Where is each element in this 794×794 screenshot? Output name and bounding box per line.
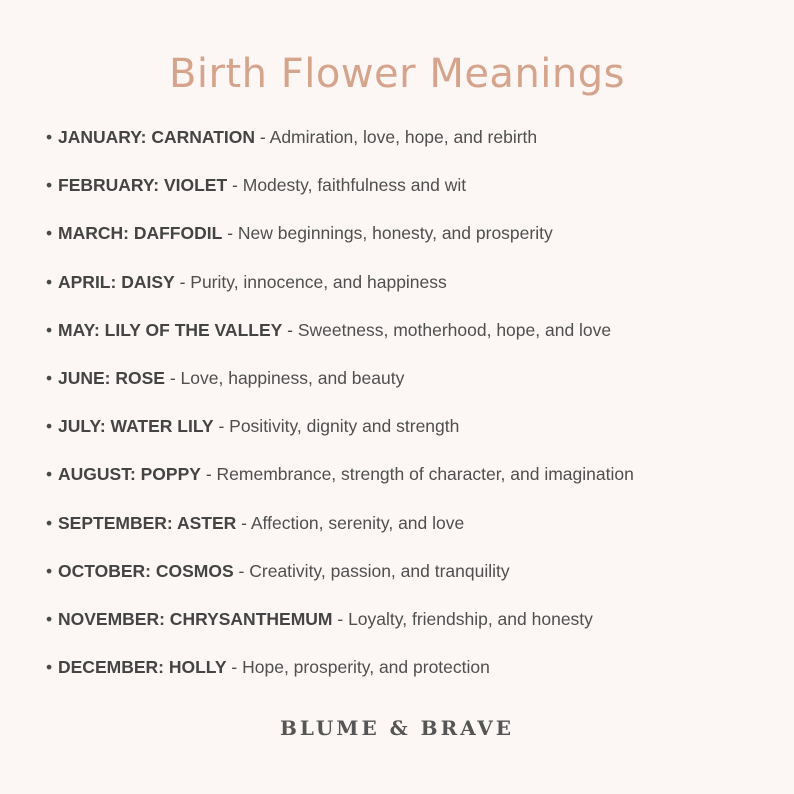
separator: - [227, 223, 233, 244]
month-flower: NOVEMBER: CHRYSANTHEMUM [58, 608, 333, 629]
flower-meaning: Admiration, love, hope, and rebirth [269, 127, 538, 147]
separator: - [238, 560, 245, 581]
bullet-icon: • [46, 512, 53, 533]
separator: - [218, 416, 225, 437]
month-flower: APRIL: DAISY [58, 271, 175, 292]
month-flower: AUGUST: POPPY [58, 464, 201, 485]
bullet-icon: • [46, 608, 53, 629]
month-flower: DECEMBER: HOLLY [58, 657, 227, 678]
bullet-icon: • [46, 319, 53, 340]
separator: - [232, 175, 238, 196]
flower-meaning: New beginnings, honesty, and prosperity [237, 223, 553, 244]
bullet-icon: • [46, 223, 53, 244]
flower-meaning: Loyalty, friendship, and honesty [348, 608, 593, 629]
bullet-icon: • [46, 560, 53, 581]
separator: - [259, 127, 266, 147]
list-item [46, 364, 634, 412]
separator: - [337, 608, 344, 629]
list-item [46, 171, 634, 219]
month-flower: SEPTEMBER: ASTER [58, 512, 237, 533]
month-flower: JUNE: ROSE [58, 367, 165, 388]
bullet-icon: • [46, 271, 53, 292]
bullet-icon: • [46, 175, 53, 196]
birth-flower-list [46, 123, 634, 701]
bullet-icon: • [46, 464, 53, 485]
brand-logo: BLUME & BRAVE [279, 716, 515, 740]
list-item [46, 123, 634, 171]
flower-meaning: Sweetness, motherhood, hope, and love [297, 319, 612, 340]
flower-meaning: Hope, prosperity, and protection [242, 657, 490, 678]
bullet-icon: • [46, 416, 53, 437]
month-flower: JANUARY: CARNATION [58, 127, 256, 147]
month-flower: JULY: WATER LILY [58, 416, 214, 437]
page-title: Birth Flower Meanings [168, 51, 625, 97]
flower-meaning: Modesty, faithfulness and wit [242, 175, 467, 196]
flower-meaning: Positivity, dignity and strength [229, 416, 460, 437]
list-item [46, 460, 634, 508]
flower-meaning: Purity, innocence, and happiness [190, 271, 447, 292]
separator: - [287, 319, 293, 340]
list-item [46, 316, 634, 364]
separator: - [179, 271, 186, 292]
list-item [46, 605, 634, 653]
list-item [46, 557, 634, 605]
list-item [46, 653, 634, 701]
bullet-icon: • [46, 367, 53, 388]
month-flower: MAY: LILY OF THE VALLEY [58, 319, 283, 340]
list-item [46, 268, 634, 316]
bullet-icon: • [46, 127, 53, 147]
month-flower: MARCH: DAFFODIL [58, 223, 223, 244]
flower-meaning: Affection, serenity, and love [250, 512, 465, 533]
month-flower: OCTOBER: COSMOS [58, 560, 234, 581]
flower-meaning: Remembrance, strength of character, and imagination [216, 464, 634, 485]
bullet-icon: • [46, 657, 53, 678]
list-item [46, 219, 634, 267]
flower-meaning: Creativity, passion, and tranquility [249, 560, 510, 581]
list-item [46, 509, 634, 557]
separator: - [205, 464, 212, 485]
separator: - [241, 512, 247, 533]
list-item [46, 412, 634, 460]
month-flower: FEBRUARY: VIOLET [58, 175, 228, 196]
separator: - [169, 367, 176, 388]
separator: - [231, 657, 238, 678]
flower-meaning: Love, happiness, and beauty [180, 367, 405, 388]
